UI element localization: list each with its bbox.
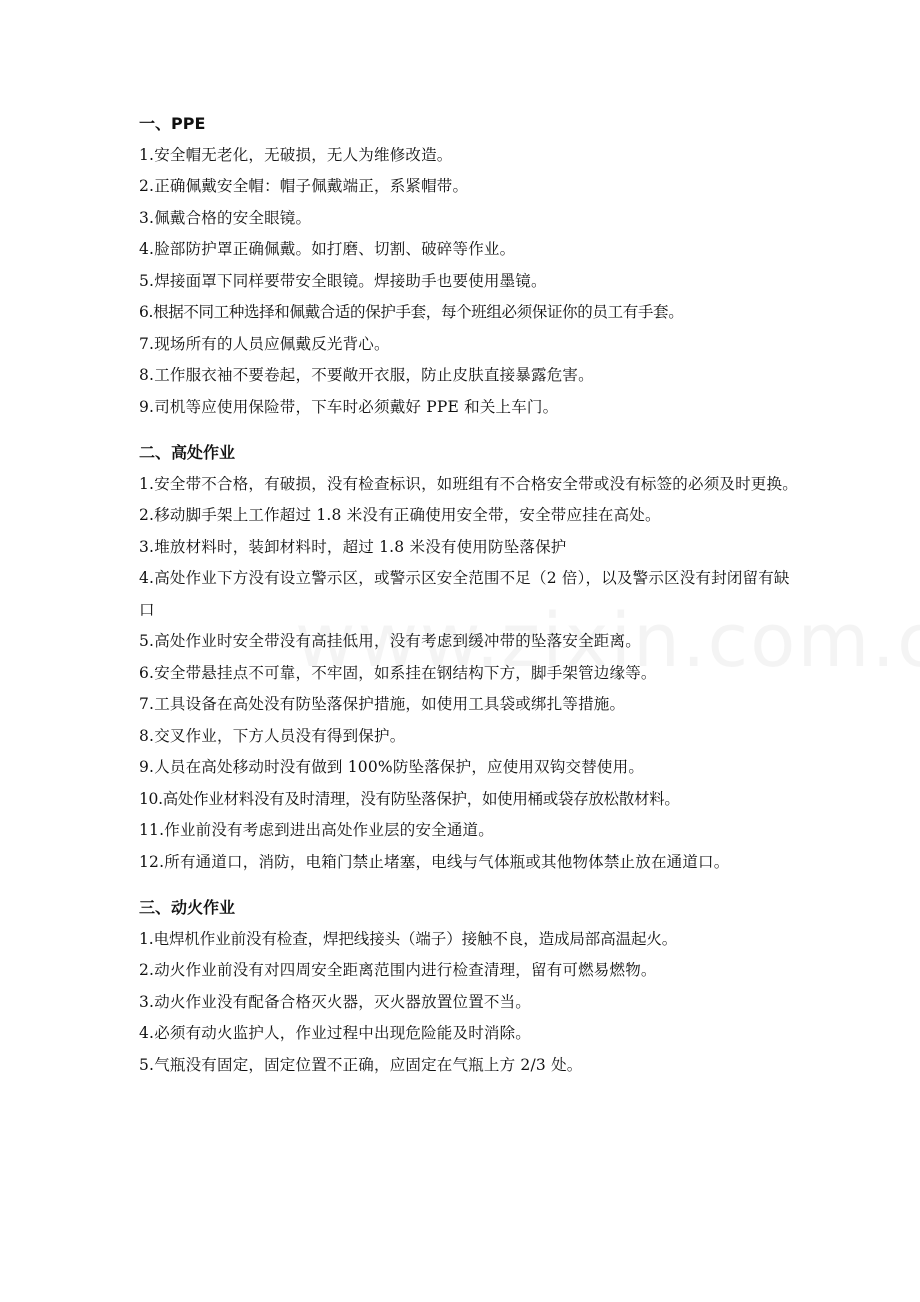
list-item: 8.工作服衣袖不要卷起，不要敞开衣服，防止皮肤直接暴露危害。 [139, 366, 594, 384]
list-item: 1.安全帽无老化，无破损，无人为维修改造。 [139, 145, 453, 164]
list-item: 5.气瓶没有固定，固定位置不正确，应固定在气瓶上方 2/3 处。 [139, 1055, 583, 1074]
list-item: 4.脸部防护罩正确佩戴。如打磨、切割、破碎等作业。 [139, 240, 516, 258]
list-item: 5.高处作业时安全带没有高挂低用，没有考虑到缓冲带的坠落安全距离。 [139, 632, 641, 650]
section-ppe [139, 108, 799, 423]
list-item: 12.所有通道口，消防，电箱门禁止堵塞，电线与气体瓶或其他物体禁止放在通道口。 [139, 852, 730, 871]
list-item: 7.现场所有的人员应佩戴反光背心。 [139, 334, 390, 353]
section-title: 三、动火作业 [139, 898, 236, 917]
list-item: 9.人员在高处移动时没有做到 100%防坠落保护，应使用双钩交替使用。 [139, 758, 645, 776]
list-item: 4.高处作业下方没有设立警示区，或警示区安全范围不足（2 倍），以及警示区没有封闭留有缺口 [139, 569, 790, 619]
section-title: 一、PPE [139, 114, 206, 133]
list-item: 6.根据不同工种选择和佩戴合适的保护手套，每个班组必须保证你的员工有手套。 [139, 303, 684, 321]
document-body [139, 108, 799, 1081]
list-item: 1.安全带不合格，有破损，没有检查标识，如班组有不合格安全带或没有标签的必须及时更换。 [139, 474, 798, 493]
list-item: 7.工具设备在高处没有防坠落保护措施，如使用工具袋或绑扎等措施。 [139, 695, 626, 713]
list-item: 3.佩戴合格的安全眼镜。 [139, 208, 312, 227]
list-item: 1.电焊机作业前没有检查，焊把线接头（端子）接触不良，造成局部高温起火。 [139, 929, 678, 948]
list-item: 4.必须有动火监护人，作业过程中出现危险能及时消除。 [139, 1024, 531, 1042]
section-title: 二、高处作业 [139, 443, 236, 462]
list-item: 3.动火作业没有配备合格灭火器，灭火器放置位置不当。 [139, 992, 531, 1011]
list-item: 8.交叉作业，下方人员没有得到保护。 [139, 726, 406, 745]
list-item: 5.焊接面罩下同样要带安全眼镜。焊接助手也要使用墨镜。 [139, 271, 547, 290]
section-hot-work [139, 892, 799, 1081]
list-item: 11.作业前没有考虑到进出高处作业层的安全通道。 [139, 821, 494, 839]
list-item: 10.高处作业材料没有及时清理，没有防坠落保护，如使用桶或袋存放松散材料。 [139, 789, 680, 808]
list-item: 2.正确佩戴安全帽：帽子佩戴端正，系紧帽带。 [139, 177, 469, 195]
list-item: 2.移动脚手架上工作超过 1.8 米没有正确使用安全带，安全带应挂在高处。 [139, 506, 661, 524]
list-item: 9.司机等应使用保险带，下车时必须戴好 PPE 和关上车门。 [139, 397, 559, 416]
list-item: 2.动火作业前没有对四周安全距离范围内进行检查清理，留有可燃易燃物。 [139, 961, 657, 979]
list-item: 3.堆放材料时，装卸材料时，超过 1.8 米没有使用防坠落保护 [139, 537, 567, 556]
section-work-at-height [139, 437, 799, 878]
list-item: 6.安全带悬挂点不可靠，不牢固，如系挂在钢结构下方，脚手架管边缘等。 [139, 663, 657, 682]
